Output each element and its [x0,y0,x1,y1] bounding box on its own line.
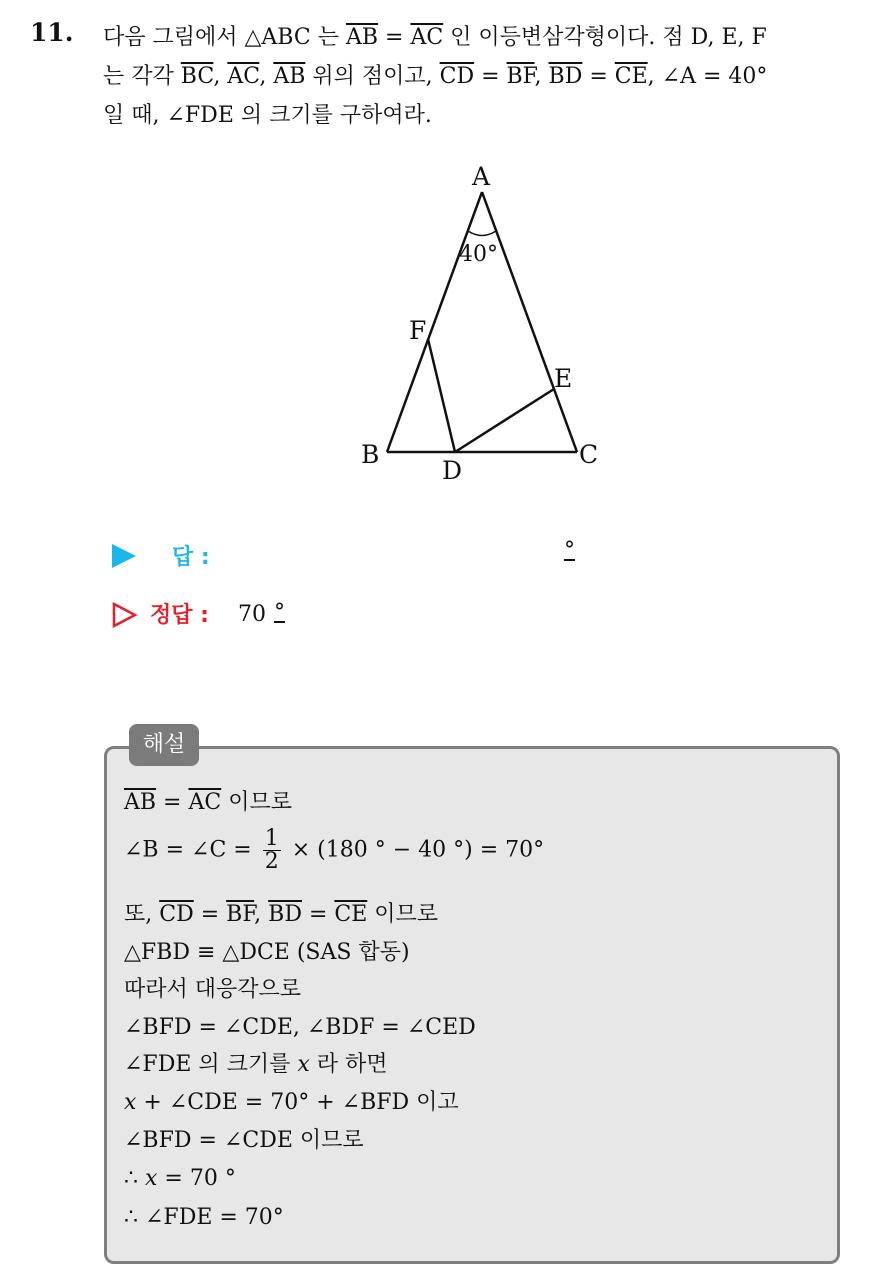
solution-line-6: ∠BFD = ∠CDE, ∠BDF = ∠CED [124,1015,476,1040]
problem-text [103,18,873,135]
fraction-half [263,828,281,873]
segment-bd: $\overline{BD}$ [268,902,302,927]
segment-bf: $\overline{BF}$ [226,902,255,927]
text-run: 이므로 [221,790,292,815]
correct-answer-unit: ° [274,600,285,625]
problem-line-2 [103,57,873,96]
segment-ab: $\overline{AB}$ [345,25,379,50]
segment-ab: $\overline{AB}$ [273,64,306,89]
text-run: ∠B = ∠C = [124,837,259,863]
segment-ab: $\overline{AB}$ [124,790,157,815]
correct-answer-label: 정답 : [150,603,209,628]
side-ab [387,192,482,452]
fraction-numerator: 1 [264,826,279,851]
segment-fd [428,339,455,452]
answer-label: 답 : [172,545,210,570]
segment-ce: $\overline{CE}$ [334,902,368,927]
text-run: = [156,790,189,815]
solution-line-10 [124,1164,236,1194]
segment-bc: $\overline{BC}$ [180,64,214,89]
solution-line-11: ∴ ∠FDE = 70° [124,1205,284,1230]
segment-ac: $\overline{AC}$ [227,64,260,89]
triangle-figure [355,160,615,490]
angle-a-label: 40° [459,242,498,267]
triangle-diagram [355,160,615,490]
point-d-label: D [442,456,463,485]
segment-ac: $\overline{AC}$ [188,790,222,815]
segment-ce: $\overline{CE}$ [614,64,648,89]
answer-row [112,540,612,570]
text-run: , [534,64,549,89]
text-run: + ∠CDE = 70° + ∠BFD 이고 [136,1090,459,1115]
answer-unit: ° [564,538,575,563]
problem-line-3: 일 때, ∠FDE 의 크기를 구하여라. [103,103,432,128]
variable-x: x [124,1090,137,1115]
text-run: 또, [124,902,160,927]
segment-de [455,389,554,452]
solution-line-2 [124,828,544,873]
solution-line-5: 따라서 대응각으로 [124,977,302,1002]
variable-x: x [145,1166,158,1191]
text-run: = [301,902,335,927]
text-run: ∴ [124,1166,145,1191]
correct-answer-row [112,598,612,632]
text-run: 위의 점이고, [305,64,440,89]
solution-line-8 [124,1088,459,1118]
point-c-label: C [579,440,599,469]
point-f-label: F [409,316,427,345]
solution-title: 해설 [129,724,199,766]
text-run: 이므로 [367,902,439,927]
text-run: = 70 ° [157,1166,236,1191]
play-triangle-icon [112,544,136,568]
solution-line-3 [124,900,438,930]
outline-triangle-icon [112,602,138,628]
text-run: , [213,64,228,89]
text-run: , [259,64,274,89]
solution-line-9: ∠BFD = ∠CDE 이므로 [124,1128,364,1153]
text-run: ∠FDE 의 크기를 [124,1052,298,1077]
point-e-label: E [554,364,573,393]
angle-a-arc [468,231,496,236]
fraction-denominator: 2 [264,849,279,874]
text-run: = [474,64,507,89]
text-run: = [193,902,227,927]
problem-number: 11. [30,18,74,47]
text-run: , [254,902,269,927]
text-run: 다음 그림에서 △ABC 는 [103,25,346,50]
solution-line-7 [124,1050,388,1080]
segment-ac: $\overline{AC}$ [410,25,444,50]
side-ac [482,192,577,452]
point-b-label: B [361,440,380,469]
point-a-label: A [472,162,491,191]
solution-line-4: △FBD ≡ △DCE (SAS 합동) [124,940,410,965]
problem-line-1 [103,18,873,57]
segment-cd: $\overline{CD}$ [159,902,194,927]
segment-bd: $\overline{BD}$ [548,64,583,89]
text-run: 라 하면 [309,1052,388,1077]
text-run: 는 각각 [103,64,181,89]
text-run: , ∠A = 40° [647,64,768,89]
text-run: = [582,64,615,89]
segment-bf: $\overline{BF}$ [506,64,535,89]
correct-answer-value: 70 [238,602,266,627]
text-run: = [378,25,411,50]
text-run: × (180 ° − 40 °) = 70° [284,837,545,863]
variable-x: x [297,1052,310,1077]
solution-line-1 [124,788,292,818]
text-run: 인 이등변삼각형이다. 점 D, E, F [443,25,767,50]
segment-cd: $\overline{CD}$ [439,64,475,89]
